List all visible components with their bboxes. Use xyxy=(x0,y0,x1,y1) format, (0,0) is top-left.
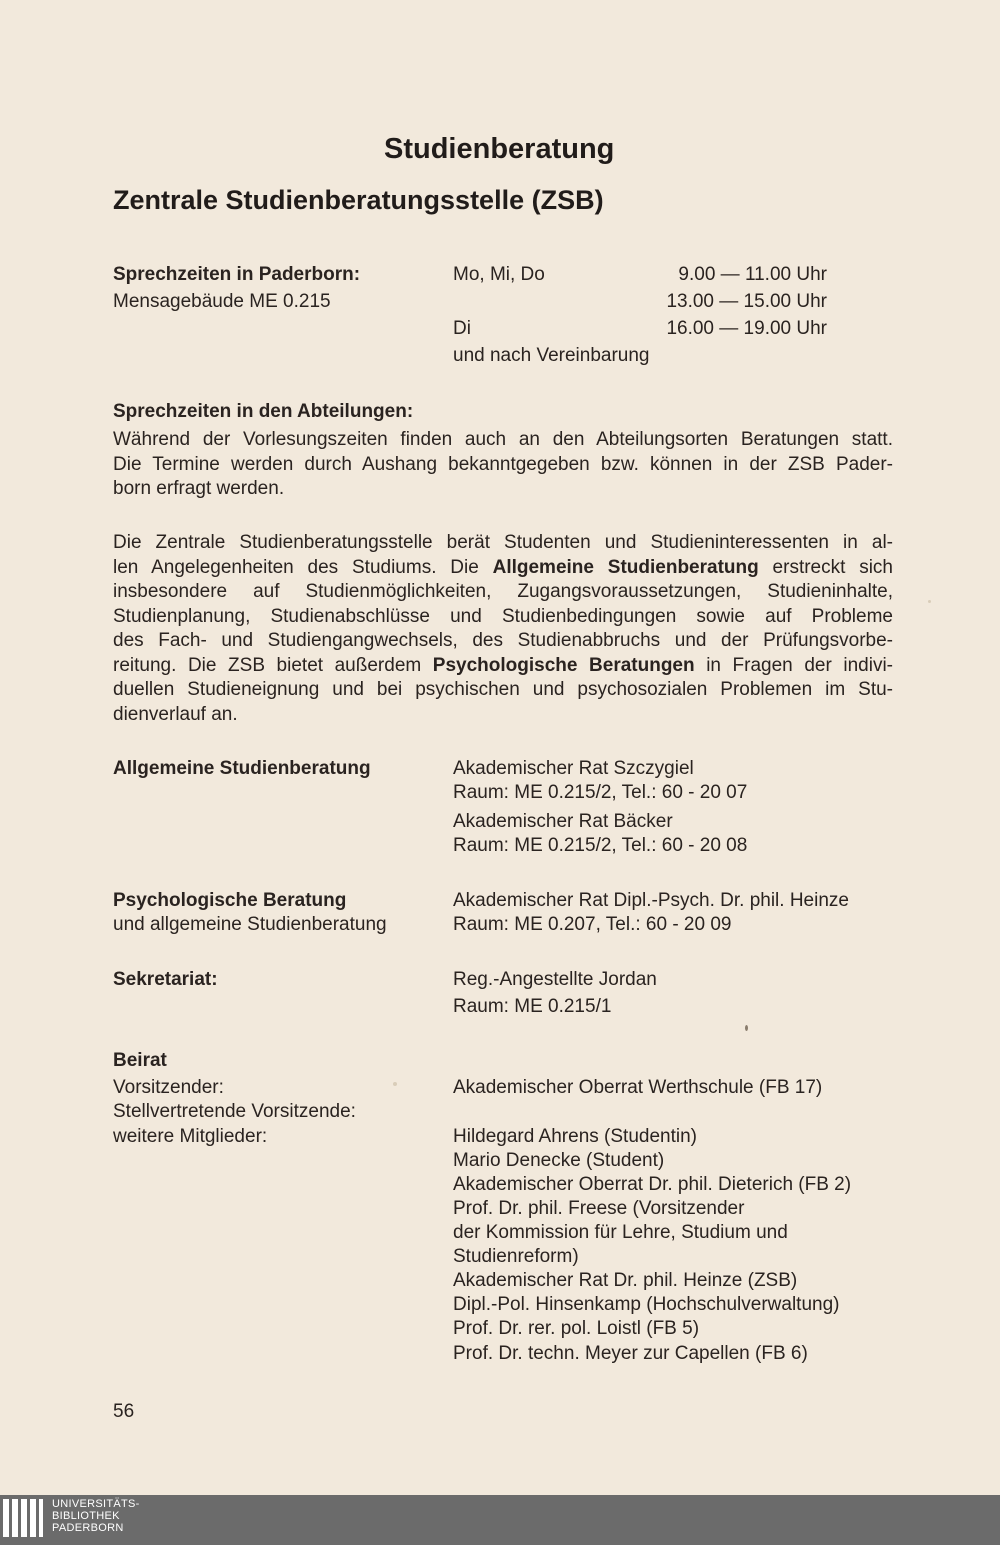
paderborn-location: Mensagebäude ME 0.215 xyxy=(113,291,331,312)
beirat-chair-label: Vorsitzender: xyxy=(113,1077,224,1098)
member-line: Mario Denecke (Student) xyxy=(453,1150,665,1171)
text-line: born erfragt werden. xyxy=(113,478,285,499)
contact-name: Akademischer Rat Szczygiel xyxy=(453,758,694,779)
description-paragraph xyxy=(113,531,893,727)
beirat-deputy-label: Stellvertretende Vorsitzende: xyxy=(113,1101,356,1122)
paper-speck xyxy=(745,1025,748,1031)
psychologische-sublabel: und allgemeine Studienberatung xyxy=(113,914,387,935)
member-line: Prof. Dr. techn. Meyer zur Capellen (FB 6) xyxy=(453,1343,808,1364)
paper-speck xyxy=(928,600,931,603)
contact-name: Akademischer Rat Bäcker xyxy=(453,811,673,832)
member-line: Prof. Dr. phil. Freese (Vorsitzender xyxy=(453,1198,745,1219)
hours-time: 9.00 — 11.00 Uhr xyxy=(678,264,827,285)
sekretariat-label: Sekretariat: xyxy=(113,969,218,990)
contact-room: Raum: ME 0.207, Tel.: 60 - 20 09 xyxy=(453,914,732,935)
text-line: len Angelegenheiten des Studiums. Die Allgemeine Studienberatung erstreckt sich xyxy=(113,556,893,578)
page-number: 56 xyxy=(113,1401,135,1422)
emphasis: Allgemeine Studienberatung xyxy=(492,556,759,578)
member-line: Studienreform) xyxy=(453,1246,579,1267)
paderborn-heading: Sprechzeiten in Paderborn: xyxy=(113,264,361,285)
allgemeine-label: Allgemeine Studienberatung xyxy=(113,758,371,779)
emphasis: Psychologische Beratungen xyxy=(432,654,695,676)
abteilungen-text xyxy=(113,428,893,502)
text-line: reitung. Die ZSB bietet außerdem Psychologische Beratungen in Fragen der indivi- xyxy=(113,654,893,676)
hours-time: 16.00 — 19.00 Uhr xyxy=(666,318,827,339)
page-subtitle: Zentrale Studienberatungsstelle (ZSB) xyxy=(113,185,604,215)
member-line: Prof. Dr. rer. pol. Loistl (FB 5) xyxy=(453,1318,700,1339)
contact-room: Raum: ME 0.215/1 xyxy=(453,996,612,1017)
psychologische-label: Psychologische Beratung xyxy=(113,890,347,911)
contact-name: Reg.-Angestellte Jordan xyxy=(453,969,657,990)
text-line: des Fach- und Studiengangwechsels, des Studienabbruchs und der Prüfungsvorbe- xyxy=(113,630,893,651)
member-line: Dipl.-Pol. Hinsenkamp (Hochschulverwaltung) xyxy=(453,1294,840,1315)
member-line: Akademischer Oberrat Dr. phil. Dieterich (FB 2) xyxy=(453,1174,852,1195)
hours-note: und nach Vereinbarung xyxy=(453,345,650,366)
hours-days: Di xyxy=(453,318,471,339)
library-logo-icon xyxy=(3,1499,46,1539)
text-line: Die Termine werden durch Aushang bekanntgegeben bzw. können in der ZSB Pader- xyxy=(113,453,893,475)
text-line: Während der Vorlesungszeiten finden auch an den Abteilungsorten Beratungen statt. xyxy=(113,429,893,450)
text-line: Studienplanung, Studienabschlüsse und Studienbedingungen sowie auf Probleme xyxy=(113,605,893,627)
page-title: Studienberatung xyxy=(384,133,615,165)
beirat-chair: Akademischer Oberrat Werthschule (FB 17) xyxy=(453,1077,823,1098)
contact-name: Akademischer Rat Dipl.-Psych. Dr. phil. Heinze xyxy=(453,890,849,911)
contact-room: Raum: ME 0.215/2, Tel.: 60 - 20 08 xyxy=(453,835,748,856)
member-line: der Kommission für Lehre, Studium und xyxy=(453,1222,788,1243)
hours-days: Mo, Mi, Do xyxy=(453,264,545,285)
text-line: duellen Studieneignung und bei psychischen und psychosozialen Problemen im Stu- xyxy=(113,679,893,700)
abteilungen-heading: Sprechzeiten in den Abteilungen: xyxy=(113,401,414,422)
member-line: Hildegard Ahrens (Studentin) xyxy=(453,1126,697,1147)
hours-time: 13.00 — 15.00 Uhr xyxy=(666,291,827,312)
library-footer xyxy=(0,1495,1000,1545)
paper-speck xyxy=(393,1082,397,1086)
contact-room: Raum: ME 0.215/2, Tel.: 60 - 20 07 xyxy=(453,782,748,803)
beirat-members-label: weitere Mitglieder: xyxy=(113,1126,268,1147)
text-line: insbesondere auf Studienmöglichkeiten, Zugangsvoraussetzungen, Studieninhalte, xyxy=(113,581,893,602)
beirat-heading: Beirat xyxy=(113,1050,167,1071)
text-line: dienverlauf an. xyxy=(113,703,238,725)
member-line: Akademischer Rat Dr. phil. Heinze (ZSB) xyxy=(453,1270,798,1291)
text-line: Die Zentrale Studienberatungsstelle berät Studenten und Studieninteressenten in al- xyxy=(113,532,893,553)
library-logo-text: UNIVERSITÄTS- BIBLIOTHEK PADERBORN xyxy=(52,1498,140,1534)
